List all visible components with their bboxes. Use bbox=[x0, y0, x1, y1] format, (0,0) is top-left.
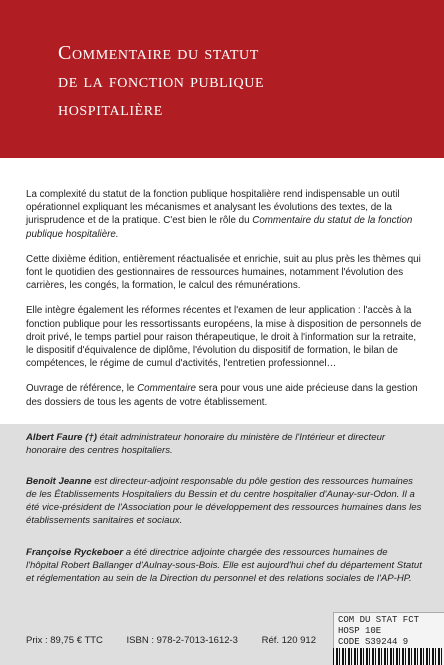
author-name-3: Françoise Ryckeboer bbox=[26, 547, 124, 558]
sticker-line-1: COM DU STAT FCT bbox=[338, 615, 420, 625]
description-paragraph-2: Cette dixième édition, entièrement réactualisée et enrichie, suit au plus près les thèmes qui font le quotidien des gestionnaires de ressources humaines, notamment l'évolution des carrières, les congés, la formation, le calcul des rémunérations. bbox=[26, 253, 421, 292]
description-paragraph-4 bbox=[26, 382, 422, 408]
title-line-2: de la fonction publique bbox=[58, 70, 265, 92]
p4-text-end: sera pour vous une aide précieuse dans la gestion des dossiers de tous les agents de votre établissement. bbox=[26, 383, 418, 408]
barcode-icon bbox=[333, 648, 444, 665]
description-paragraph-1 bbox=[26, 188, 422, 241]
description-paragraph-3: Elle intègre également les réformes récentes et l'examen de leur application : l'accès à la fonction publique pour les ressortissants européens, la mise à disposition de personnels de droit privé, le temps partiel pour raison thérapeutique, le droit à l'information sur la retraite, le dispositif d'équivalence de diplôme, l'évolution du dispositif de formation, le bilan de compétences, le régime de cumul d'activités, l'entretien professionnel… bbox=[26, 305, 422, 370]
title-line-3: hospitalière bbox=[58, 98, 163, 120]
description bbox=[26, 188, 422, 421]
author-bio-3 bbox=[26, 546, 422, 585]
author-text-2: est directeur-adjoint responsable du pôle gestion des ressources humaines de les Établissements Hospitaliers du Bessin et du centre hospitalier d'Aunay-sur-Odon. Il a été vice-président de l'Association pour le développement des ressources humaines dans les établissements sanitaires et sociaux. bbox=[26, 476, 422, 526]
p1-italic-title: Commentaire du statut de la fonction publique hospitalière. bbox=[26, 215, 413, 240]
p1-text: La complexité du statut de la fonction publique hospitalière rend indispensable un outil opérationnel expliquant les mécanismes et analysant les évolutions des textes, de la jurisprudence et de la pratique. C'est bien le rôle du bbox=[26, 189, 400, 227]
p4-italic-title: Commentaire bbox=[137, 383, 196, 395]
p4-text: Ouvrage de référence, le bbox=[26, 383, 138, 395]
footer bbox=[26, 635, 316, 646]
cover-header bbox=[0, 0, 444, 158]
title-line-1: Commentaire du statut bbox=[58, 42, 259, 64]
price: Prix : 89,75 € TTC bbox=[26, 635, 103, 646]
author-bio-2 bbox=[26, 475, 422, 527]
author-name-2: Benoît Jeanne bbox=[26, 476, 92, 487]
author-text-3: a été directrice adjointe chargée des ressources humaines de l'hôpital Robert Ballanger d'Aulnay-sous-Bois. Elle est aujourd'hui chef du département Statut et réglementation au sein de la Direction du personnel et des relations sociales de l'AP-HP. bbox=[26, 547, 422, 584]
author-name-1: Albert Faure (†) bbox=[26, 432, 97, 443]
sticker-line-2: HOSP 10E bbox=[338, 626, 382, 636]
book-title bbox=[58, 39, 438, 123]
isbn: ISBN : 978-2-7013-1612-3 bbox=[126, 635, 238, 646]
author-text-1: était administrateur honoraire du ministère de l'Intérieur et directeur honoraire des centres hospitaliers. bbox=[26, 432, 386, 456]
sticker-line-3: CODE S39244 9 bbox=[338, 637, 409, 647]
reference-number: Réf. 120 912 bbox=[261, 635, 316, 646]
author-bio-1 bbox=[26, 431, 422, 457]
